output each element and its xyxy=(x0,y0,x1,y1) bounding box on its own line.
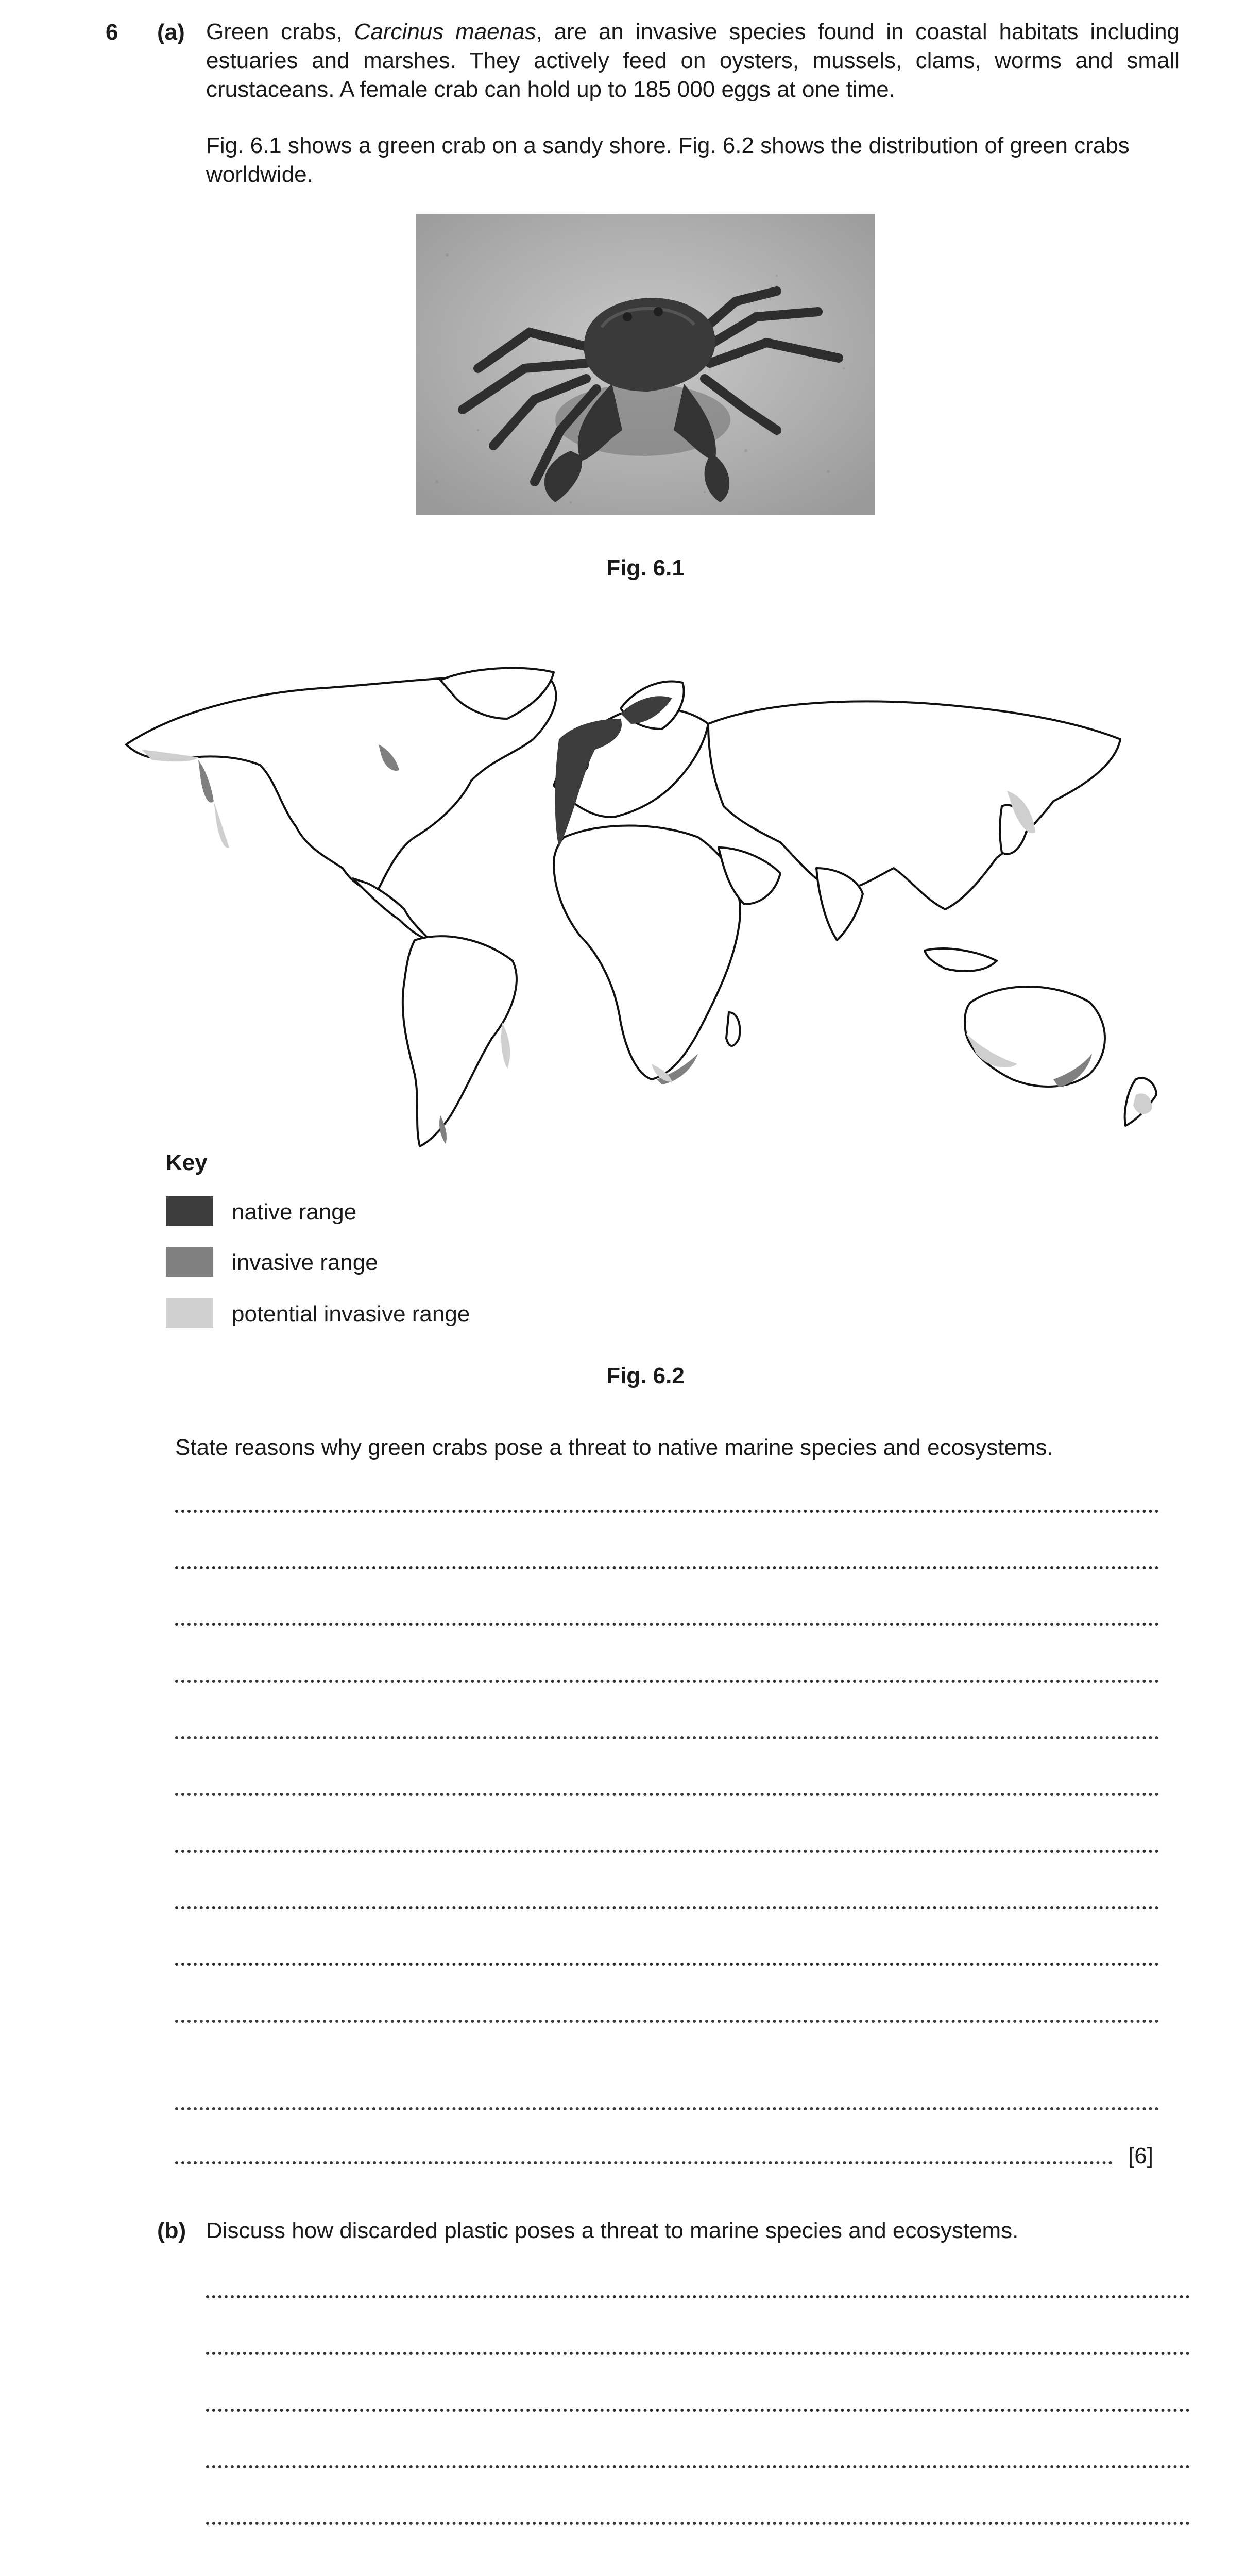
answer-line-a-3[interactable] xyxy=(175,1623,1159,1626)
south-america-landmass xyxy=(403,936,517,1146)
africa-landmass xyxy=(554,826,740,1080)
crab-illustration xyxy=(416,214,875,515)
map-key-title: Key xyxy=(166,1150,208,1175)
indonesia-landmass xyxy=(925,948,997,971)
world-map-svg xyxy=(111,652,1177,1154)
invasive-range-label: invasive range xyxy=(232,1250,378,1275)
answer-line-a-2[interactable] xyxy=(175,1566,1159,1569)
fig-6-2-caption: Fig. 6.2 xyxy=(606,1363,685,1388)
question-number: 6 xyxy=(106,20,118,45)
intro-text-end: , are an invasive species found in coastal habitats including estuaries and marshes. They actively feed on oysters, mussels, clams, worms and small crustaceans. A female crab can hold up to 185 000 eggs at one time. xyxy=(206,19,1180,102)
answer-line-b-4[interactable] xyxy=(206,2465,1190,2468)
answer-line-a-10[interactable] xyxy=(175,2020,1159,2023)
invasive-range-swatch xyxy=(166,1247,213,1277)
part-a-prompt: State reasons why green crabs pose a threat to native marine species and ecosystems. xyxy=(175,1435,1053,1460)
potential-invasive-range-swatch xyxy=(166,1298,213,1328)
part-b-prompt: Discuss how discarded plastic poses a threat to marine species and ecosystems. xyxy=(206,2218,1019,2243)
answer-line-b-1[interactable] xyxy=(206,2295,1190,2298)
question-intro xyxy=(206,18,1180,104)
answer-line-a-6[interactable] xyxy=(175,1793,1159,1796)
intro-text-start: Green crabs, xyxy=(206,19,354,44)
central-america-landmass xyxy=(353,878,430,940)
part-a-marks: [6] xyxy=(1128,2143,1153,2168)
answer-line-a-5[interactable] xyxy=(175,1736,1159,1739)
answer-line-a-4[interactable] xyxy=(175,1680,1159,1683)
world-distribution-map xyxy=(111,652,1177,1154)
answer-line-b-3[interactable] xyxy=(206,2409,1190,2412)
answer-line-b-5[interactable] xyxy=(206,2522,1190,2525)
answer-line-a-11[interactable] xyxy=(175,2107,1159,2110)
native-range-swatch xyxy=(166,1196,213,1226)
answer-line-a-8[interactable] xyxy=(175,1906,1159,1909)
madagascar-landmass xyxy=(726,1012,740,1046)
part-a-label: (a) xyxy=(157,20,185,45)
figures-intro: Fig. 6.1 shows a green crab on a sandy shore. Fig. 6.2 shows the distribution of green crabs worldwide. xyxy=(206,133,1130,187)
green-crab-photo xyxy=(416,214,875,515)
answer-line-a-9[interactable] xyxy=(175,1963,1159,1966)
part-b-label: (b) xyxy=(157,2218,186,2243)
answer-line-a-12[interactable] xyxy=(175,2161,1113,2164)
species-name: Carcinus maenas xyxy=(354,19,536,44)
native-range-label: native range xyxy=(232,1199,357,1225)
potential-invasive-range-label: potential invasive range xyxy=(232,1301,470,1327)
answer-line-a-7[interactable] xyxy=(175,1850,1159,1853)
australia-landmass xyxy=(965,987,1105,1087)
fig-6-1-caption: Fig. 6.1 xyxy=(606,555,685,581)
answer-line-a-1[interactable] xyxy=(175,1510,1159,1513)
answer-line-b-2[interactable] xyxy=(206,2352,1190,2355)
